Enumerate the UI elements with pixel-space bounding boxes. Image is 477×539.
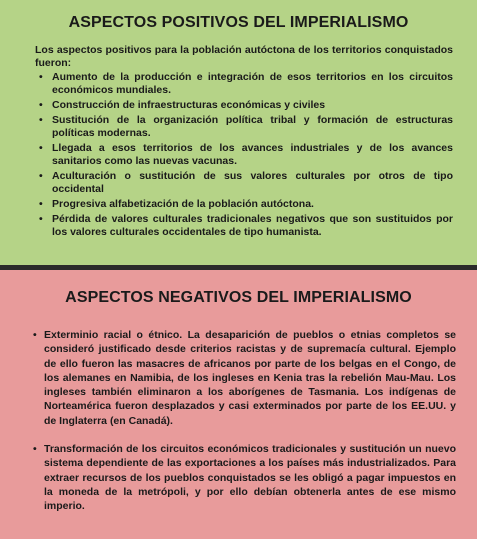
bullet-icon: • <box>39 170 43 182</box>
positive-aspects-list <box>35 71 453 241</box>
bullet-icon: • <box>39 142 43 154</box>
bullet-icon: • <box>39 114 43 126</box>
bullet-icon: • <box>39 71 43 83</box>
list-item: • Construcción de infraestructuras económicas y civiles <box>39 99 326 111</box>
bullet-icon: • <box>39 198 43 210</box>
list-item: • Pérdida de valores culturales tradicionales negativos que son sustituidos por los valores culturales occidentales de tipo humanista. <box>39 213 453 238</box>
positive-aspects-title: ASPECTOS POSITIVOS DEL IMPERIALISMO <box>68 14 409 31</box>
list-item: • Llegada a esos territorios de los avances industriales y de los avances sanitarios como las nuevas vacunas. <box>39 142 453 167</box>
list-item: • Exterminio racial o étnico. La desaparición de pueblos o etnias completos se consideró justificado desde criterios racistas y de supremacía cultural. Ejemplo de ello fueron las masacres de africanos por parte de los belgas en el Congo, de los alemanes en Namibia, de los ingleses en Kenia tras la rebelión Mau-Mau. Los ingleses también eliminaron a los aborígenes de Tasmania. Los indígenas de Norteamérica fueron desplazados y casi exterminados por parte de los EE.UU. y de Inglaterra (en Canadá). <box>33 329 456 427</box>
list-item: • Sustitución de la organización política tribal y formación de estructuras políticas modernas. <box>39 114 453 139</box>
list-item: • Aumento de la producción e integración de esos territorios en los circuitos económicos mundiales. <box>39 71 453 96</box>
positive-aspects-intro: Los aspectos positivos para la población autóctona de los territorios conquistados fueron: <box>35 44 453 69</box>
bullet-icon: • <box>33 329 37 341</box>
negative-aspects-title: ASPECTOS NEGATIVOS DEL IMPERIALISMO <box>65 289 412 306</box>
positive-aspects-panel <box>0 0 477 265</box>
negative-aspects-list <box>33 328 456 514</box>
list-item: • Progresiva alfabetización de la población autóctona. <box>39 198 314 210</box>
bullet-icon: • <box>39 213 43 225</box>
bullet-icon: • <box>33 443 37 456</box>
list-item: • Aculturación o sustitución de sus valores culturales por otros de tipo occidental <box>39 170 453 195</box>
bullet-icon: • <box>39 99 43 111</box>
negative-aspects-panel <box>0 270 477 539</box>
list-item: • Transformación de los circuitos económicos tradicionales y sustitución un nuevo sistema dependiente de las exportaciones a los países más industrializados. Para extraer recursos de los pueblos conquistados se les obligó a pagar impuestos en la moneda de la metrópoli, y por ello debían obtenerla antes de ese mismo imperio. <box>33 443 456 513</box>
